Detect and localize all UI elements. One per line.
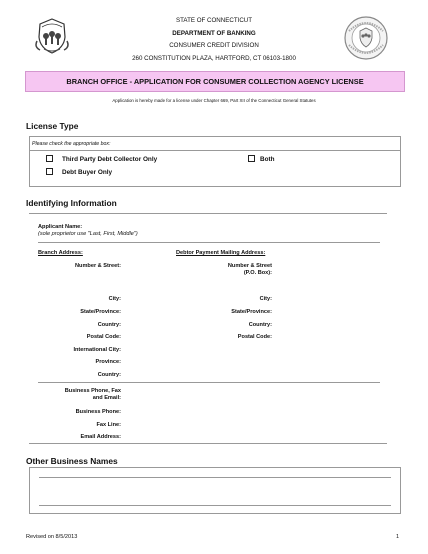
debtor-city-label: City: [259, 296, 272, 302]
debtor-address-label: Debtor Payment Mailing Address: [176, 250, 266, 256]
form-title-banner [25, 71, 405, 92]
divider [38, 242, 380, 243]
header-state: STATE OF CONNECTICUT [175, 17, 253, 24]
contact-heading-line2: and Email: [92, 395, 121, 401]
contact-heading-line1: Business Phone, Fax [64, 388, 121, 394]
divider [39, 477, 391, 478]
header-division: CONSUMER CREDIT DIVISION [169, 42, 259, 49]
checkbox-third-party[interactable] [46, 155, 53, 162]
debtor-country-label: Country: [248, 322, 272, 328]
branch-intl-city-label: International City: [73, 347, 121, 353]
business-phone-label: Business Phone: [75, 409, 121, 415]
other-names-heading: Other Business Names [26, 456, 118, 466]
option-debt-buyer-label: Debt Buyer Only [62, 169, 113, 176]
branch-country-label: Country: [97, 322, 121, 328]
debtor-postal-label: Postal Code: [237, 334, 272, 340]
branch-city-label: City: [108, 296, 121, 302]
option-third-party-label: Third Party Debt Collector Only [62, 156, 158, 163]
branch-address-label: Branch Address: [38, 250, 83, 256]
header-department: DEPARTMENT OF BANKING [172, 30, 256, 37]
branch-postal-label: Postal Code: [86, 334, 121, 340]
branch-state-label: State/Province: [80, 309, 121, 315]
debtor-street-label: Number & Street [227, 263, 272, 269]
license-instruction: Please check the appropriate box: [32, 141, 111, 147]
license-type-box [29, 136, 401, 187]
header-address: 260 CONSTITUTION PLAZA, HARTFORD, CT 06103-1800 [132, 55, 296, 62]
revised-date: Revised on 8/5/2013 [26, 534, 78, 540]
email-address-label: Email Address: [80, 434, 121, 440]
applicant-name-note: (sole proprietor use "Last, First, Middle") [38, 231, 138, 237]
divider [38, 382, 380, 383]
checkbox-debt-buyer[interactable] [46, 168, 53, 175]
branch-province-label: Province: [95, 359, 121, 365]
form-subtitle: Application is hereby made for a license under Chapter 669, Part XII of the Connecticut General Statutes [112, 98, 316, 103]
page-number: 1 [396, 534, 400, 540]
fax-line-label: Fax Line: [96, 422, 121, 428]
divider [30, 150, 400, 151]
identifying-heading: Identifying Information [26, 198, 117, 208]
divider [39, 505, 391, 506]
checkbox-both[interactable] [248, 155, 255, 162]
license-type-heading: License Type [26, 121, 79, 131]
option-both-label: Both [260, 156, 275, 163]
debtor-pobox-label: (P.O. Box): [243, 270, 272, 276]
divider [29, 213, 387, 214]
other-names-box[interactable] [29, 467, 401, 514]
form-title: BRANCH OFFICE - APPLICATION FOR CONSUMER COLLECTION AGENCY LICENSE [66, 77, 364, 86]
debtor-state-label: State/Province: [231, 309, 272, 315]
divider [29, 443, 387, 444]
branch-street-label: Number & Street: [74, 263, 121, 269]
branch-country2-label: Country: [97, 372, 121, 378]
applicant-name-label: Applicant Name: [38, 224, 83, 230]
